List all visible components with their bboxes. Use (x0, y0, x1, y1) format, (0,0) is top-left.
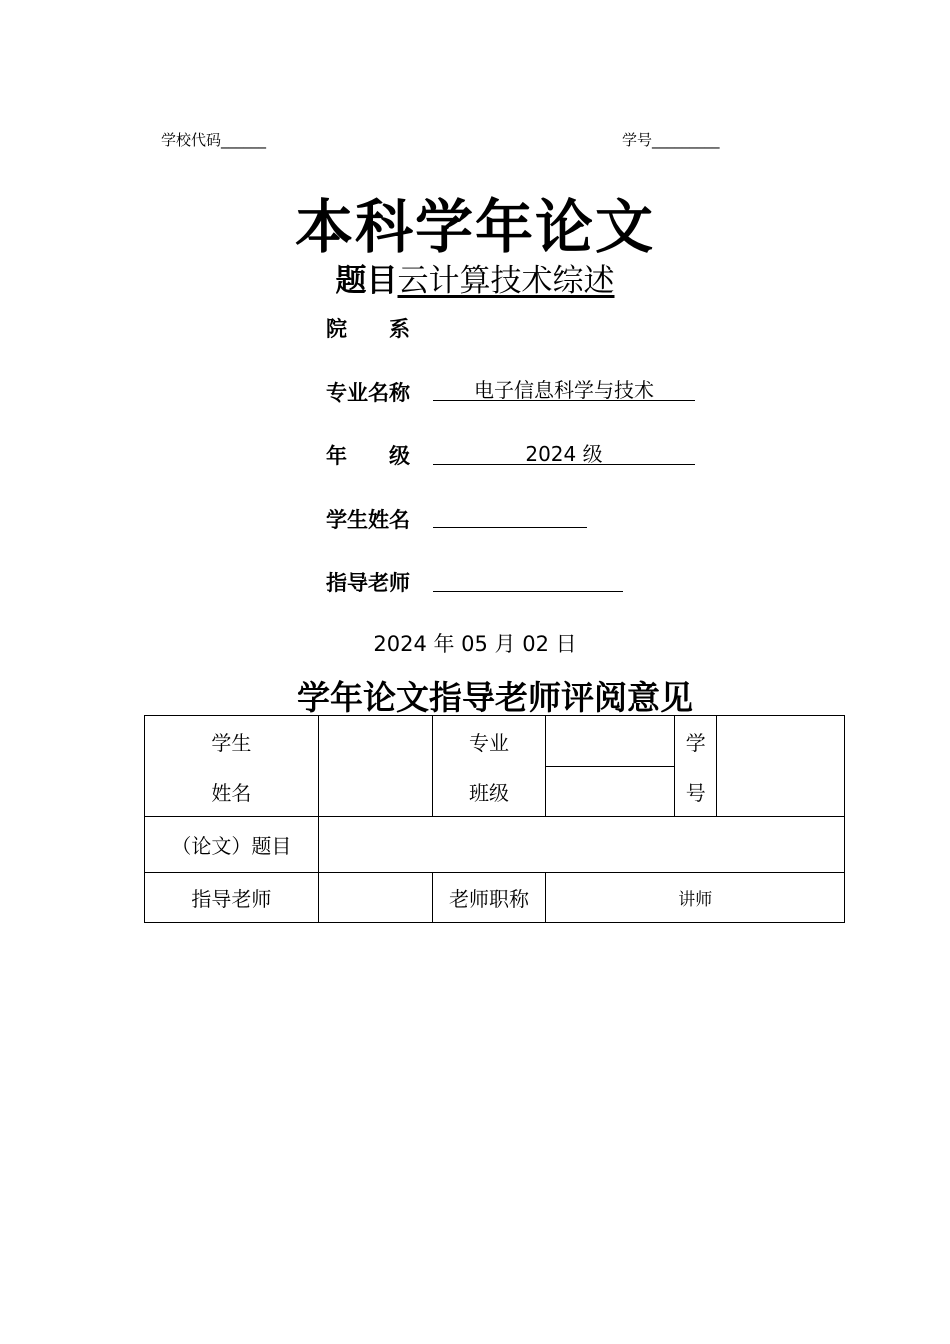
advisor-value (433, 565, 623, 592)
class-cell[interactable] (546, 767, 674, 817)
school-code-label: 学校代码______ (161, 131, 267, 149)
student-number-label: 学号_________ (622, 131, 720, 149)
thesis-topic-cell[interactable] (318, 817, 844, 873)
grade-value: 2024 级 (433, 438, 695, 465)
student-name-header-cell (145, 716, 319, 817)
number-label-2: 号 (685, 780, 706, 805)
department-label: 院 系 (326, 317, 410, 341)
student-label-2: 姓名 (211, 780, 252, 805)
major-value: 电子信息科学与技术 (433, 374, 695, 401)
student-name-value (433, 501, 587, 528)
major-label: 专业 (469, 730, 510, 755)
topic-line (0, 255, 950, 300)
major-label: 专业名称 (326, 381, 410, 405)
topic-value: 云计算技术综述 (397, 263, 615, 299)
review-table (144, 715, 845, 923)
topic-label: 题目 (335, 263, 398, 299)
major-class-cell (546, 716, 675, 817)
student-name-label: 学生姓名 (326, 508, 410, 532)
class-label: 班级 (469, 780, 510, 805)
student-label-1: 学生 (211, 730, 252, 755)
advisor-title-cell[interactable]: 讲师 (546, 873, 845, 923)
advisor-label-cell: 指导老师 (145, 873, 319, 923)
submission-date: 2024 年 05 月 02 日 (373, 632, 577, 656)
major-cell[interactable] (546, 716, 674, 767)
student-name-cell[interactable] (318, 716, 432, 817)
advisor-label: 指导老师 (326, 571, 410, 595)
advisor-cell[interactable] (318, 873, 432, 923)
thesis-topic-label-cell: （论文）题目 (145, 817, 319, 873)
advisor-title-label-cell: 老师职称 (432, 873, 546, 923)
major-class-header-cell (432, 716, 546, 817)
student-number-cell[interactable] (717, 716, 845, 817)
student-number-header-cell (675, 716, 717, 817)
document-title: 本科学年论文 (294, 193, 655, 261)
grade-label: 年 级 (326, 444, 410, 468)
review-heading: 学年论文指导老师评阅意见 (297, 678, 693, 717)
number-label-1: 学 (685, 730, 706, 755)
